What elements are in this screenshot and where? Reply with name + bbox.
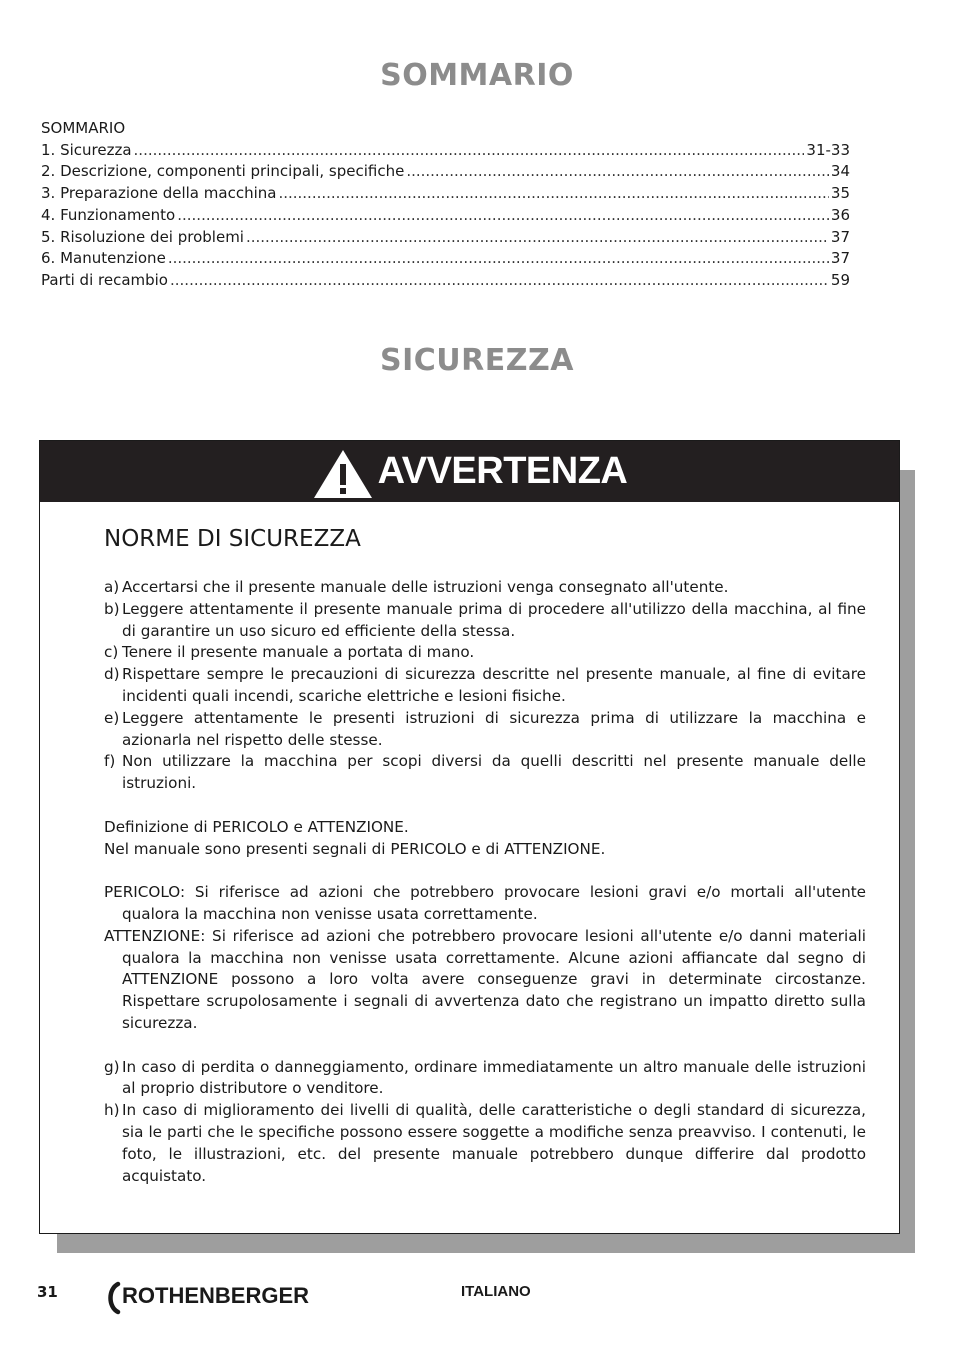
rule-label: d) — [104, 665, 120, 684]
toc-leader — [246, 227, 829, 249]
toc-leader — [406, 161, 829, 183]
language-label: ITALIANO — [461, 1283, 531, 1300]
rule-label: a) — [104, 578, 120, 596]
rule-item — [104, 1100, 866, 1187]
rule-item — [104, 1057, 866, 1101]
section-title: NORME DI SICUREZZA — [104, 526, 361, 552]
rule-text: Tenere il presente manuale a portata di mano. — [122, 643, 475, 662]
sicurezza-heading: SICUREZZA — [380, 343, 574, 378]
toc-title: SOMMARIO — [41, 119, 126, 137]
toc-entry-label: Parti di recambio — [41, 270, 168, 289]
brand-name: ROTHENBERGER — [122, 1283, 310, 1308]
toc-leader — [168, 248, 829, 270]
toc-entry-page: 37 — [830, 249, 850, 268]
warning-box — [39, 440, 900, 1234]
sommario-heading: SOMMARIO — [380, 58, 574, 93]
rule-text: In caso di perdita o danneggiamento, ordinare immediatamente un altro manuale delle istruzioni al proprio distributore o venditore. — [122, 1057, 866, 1098]
rule-item — [104, 664, 866, 708]
table-of-contents — [41, 118, 850, 292]
toc-entry — [41, 270, 850, 292]
toc-entry-page: 31-33 — [806, 140, 850, 159]
safety-rules — [104, 577, 866, 1187]
rule-item — [104, 599, 866, 643]
toc-entry-label: 1. Sicurezza — [41, 140, 132, 159]
toc-entry-label: 3. Preparazione della macchina — [41, 184, 277, 203]
toc-entry-label: 6. Manutenzione — [41, 249, 166, 268]
rule-text: In caso di miglioramento dei livelli di qualità, delle caratteristiche o degli standard di sicurezza, sia le parti che le specifiche possono essere soggette a modifiche senza preavviso. I contenuti, le foto, le illustrazioni, etc. del presente manuale potrebbero dunque differire dal prodotto acquistato. — [122, 1101, 866, 1185]
toc-entry-label: 4. Funzionamento — [41, 205, 176, 224]
toc-entry — [41, 183, 850, 205]
toc-entry-label: 2. Descrizione, componenti principali, specifiche — [41, 162, 405, 181]
toc-entry-page: 35 — [830, 184, 850, 203]
warning-header — [40, 441, 899, 502]
attenzione-definition: ATTENZIONE: Si riferisce ad azioni che potrebbero provocare lesioni all'utente e/o danni materiali qualora la macchina non venisse usata correttamente. Alcune azioni affiancate dal segno di ATTENZIONE possono a loro volta avere conseguenze gravi in determinate circostanze. Rispettare scrupolosamente i segnali di avvertenza dato che registrano un impatto diretto sulla sicurezza. — [104, 926, 866, 1032]
rule-item — [104, 708, 866, 752]
rule-text: Accertarsi che il presente manuale delle istruzioni venga consegnato all'utente. — [122, 578, 729, 596]
rule-item — [104, 751, 866, 795]
page-number: 31 — [37, 1283, 58, 1301]
rule-label: f) — [104, 752, 116, 771]
rule-text: Rispettare sempre le precauzioni di sicurezza descritte nel presente manuale, al fine di evitare incidenti quali incendi, scariche elettriche e lesioni fisiche. — [122, 665, 866, 705]
toc-entry — [41, 248, 850, 270]
toc-entry-page: 36 — [830, 205, 850, 224]
toc-entry-page: 34 — [830, 162, 850, 181]
pericolo-definition: PERICOLO: Si riferisce ad azioni che potrebbero provocare lesioni gravi e/o mortali all'utente qualora la macchina non venisse usata correttamente. — [104, 883, 866, 923]
toc-entry — [41, 227, 850, 249]
rule-item — [104, 577, 866, 599]
rule-item — [104, 642, 866, 664]
toc-leader — [170, 270, 829, 292]
rule-label: c) — [104, 643, 119, 662]
rule-label: b) — [104, 599, 120, 618]
toc-leader — [134, 140, 805, 162]
definition-line: Nel manuale sono presenti segnali di PERICOLO e di ATTENZIONE. — [104, 839, 606, 858]
rule-label: g) — [104, 1057, 120, 1076]
toc-leader — [278, 183, 828, 205]
definition-line: Definizione di PERICOLO e ATTENZIONE. — [104, 817, 409, 836]
warning-title: AVVERTENZA — [377, 450, 628, 492]
toc-entry-page: 59 — [830, 270, 850, 289]
toc-entry — [41, 161, 850, 183]
rule-label: h) — [104, 1101, 120, 1120]
toc-entry — [41, 140, 850, 162]
toc-entry-label: 5. Risoluzione dei problemi — [41, 227, 244, 246]
rule-label: e) — [104, 708, 120, 727]
toc-leader — [177, 205, 829, 227]
toc-entry-page: 37 — [830, 227, 850, 246]
rule-text: Leggere attentamente il presente manuale prima di procedere all'utilizzo della macchina, al fine di garantire un uso sicuro ed efficiente della stessa. — [122, 599, 866, 640]
toc-entry — [41, 205, 850, 227]
rule-text: Leggere attentamente le presenti istruzioni di sicurezza prima di utilizzare la macchina e azionarla nel rispetto delle stesse. — [122, 708, 866, 749]
rule-text: Non utilizzare la macchina per scopi diversi da quelli descritti nel presente manuale delle istruzioni. — [122, 752, 866, 793]
warning-triangle-icon — [312, 448, 374, 500]
